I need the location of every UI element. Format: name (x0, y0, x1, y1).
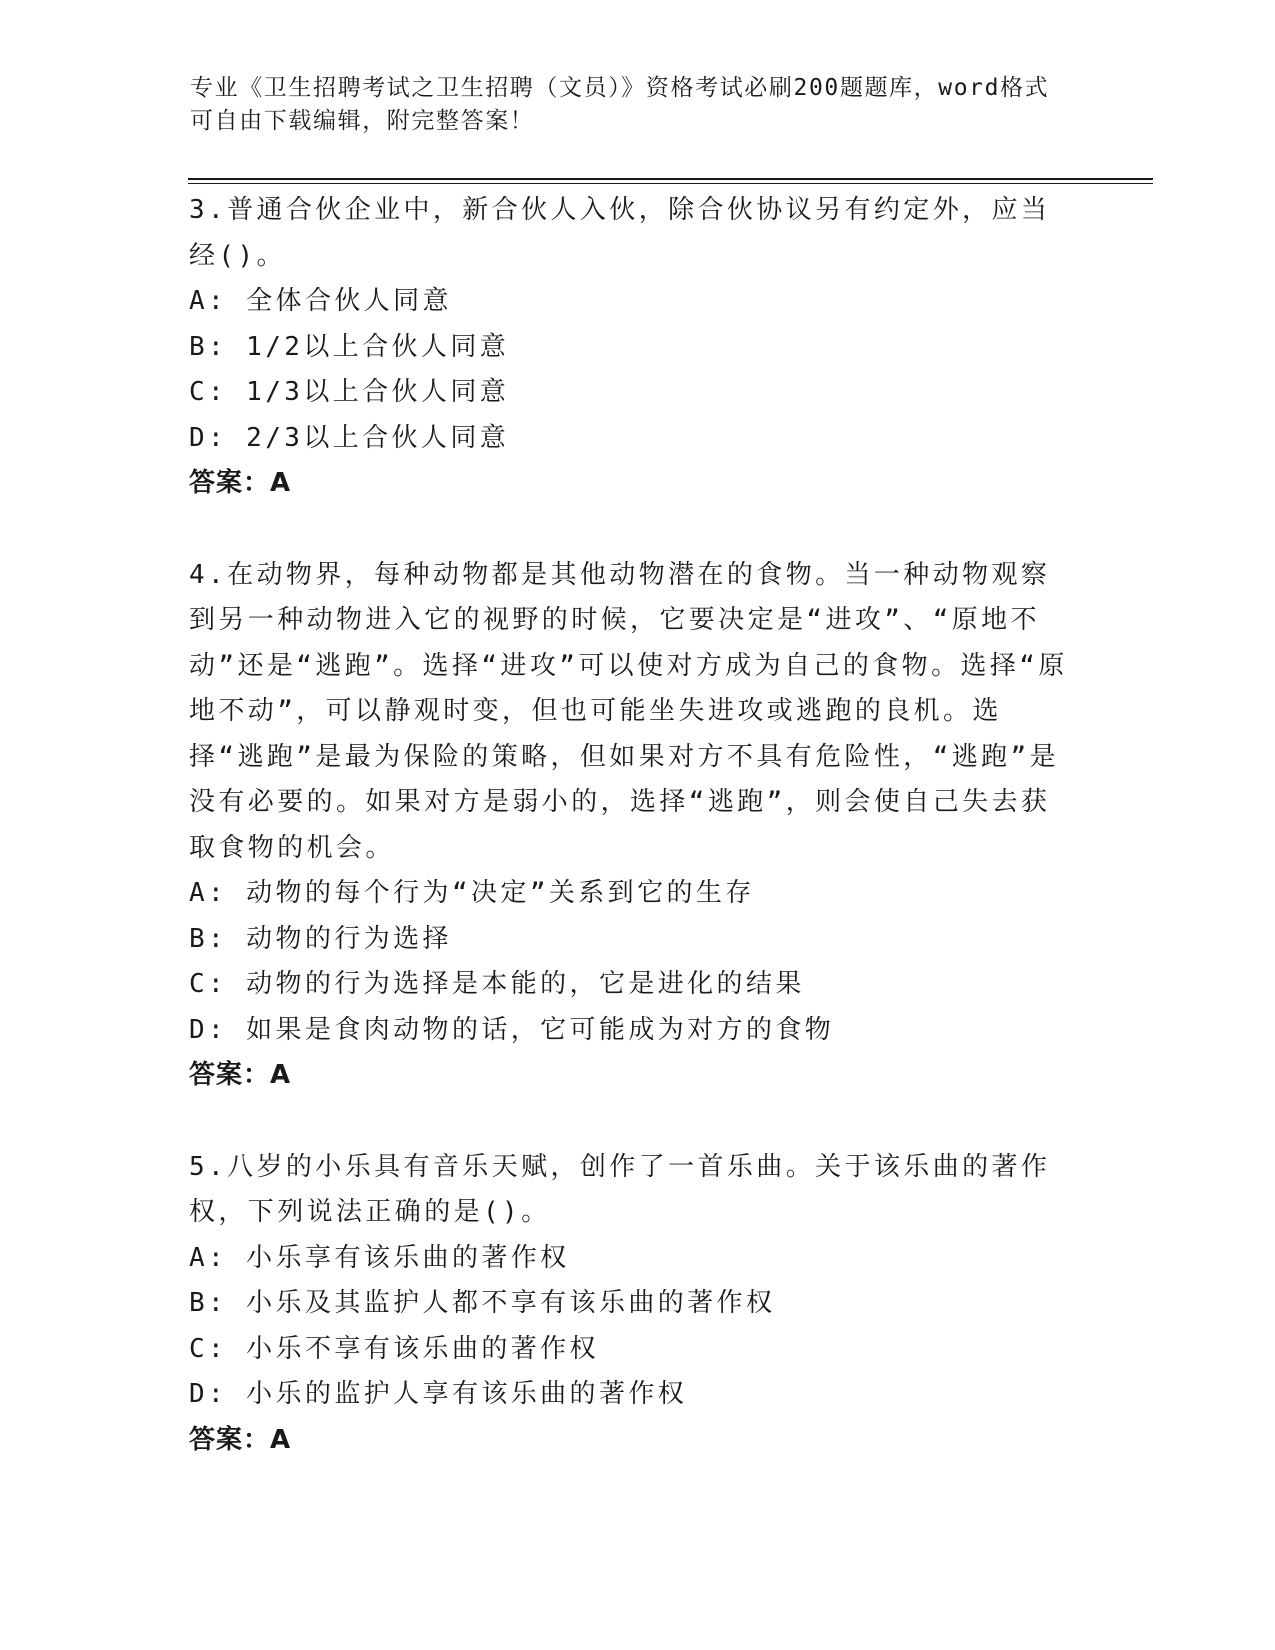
option-b: B: 动物的行为选择 (189, 923, 452, 954)
question-text: 3.普通合伙企业中，新合伙人入伙，除合伙协议另有约定外，应当经()。 (189, 195, 1051, 271)
question-text: 5.八岁的小乐具有音乐天赋，创作了一首乐曲。关于该乐曲的著作权，下列说法正确的是()。 (189, 1151, 1051, 1227)
option-a: A: 小乐享有该乐曲的著作权 (189, 1242, 570, 1273)
option-a: A: 全体合伙人同意 (189, 286, 452, 316)
header-line-2: 可自由下载编辑，附完整答案！ (190, 108, 535, 134)
question-list (189, 188, 1069, 1509)
header-divider-thick (188, 178, 1153, 180)
answer-label: 答案：A (189, 468, 292, 498)
option-d: D: 2/3以上合伙人同意 (189, 422, 510, 453)
option-b: B: 小乐及其监护人都不享有该乐曲的著作权 (189, 1288, 776, 1318)
option-d: D: 如果是食肉动物的话，它可能成为对方的食物 (189, 1014, 835, 1045)
question-5 (189, 1145, 1069, 1464)
header-line-1: 专业《卫生招聘考试之卫生招聘（文员）》资格考试必刷200题题库，word格式 (190, 75, 1050, 101)
option-d: D: 小乐的监护人享有该乐曲的著作权 (189, 1379, 688, 1409)
answer-label: 答案：A (189, 1424, 292, 1455)
option-c: C: 动物的行为选择是本能的，它是进化的结果 (189, 969, 805, 999)
header-divider-thin (188, 183, 1153, 184)
option-c: C: 1/3以上合伙人同意 (189, 377, 510, 407)
option-a: A: 动物的每个行为“决定”关系到它的生存 (189, 878, 755, 908)
question-4 (189, 553, 1069, 1099)
option-c: C: 小乐不享有该乐曲的著作权 (189, 1333, 599, 1364)
document-header (190, 72, 1070, 138)
option-b: B: 1/2以上合伙人同意 (189, 331, 510, 362)
answer-label: 答案：A (189, 1060, 292, 1090)
question-3 (189, 188, 1069, 507)
question-text: 4.在动物界，每种动物都是其他动物潜在的食物。当一种动物观察到另一种动物进入它的视野的时候，它要决定是“进攻”、“原地不动”还是“逃跑”。选择“进攻”可以使对方成为自己的食物。选择“原地不动”，可以静观时变，但也可能坐失进攻或逃跑的良机。选择“逃跑”是最为保险的策略，但如果对方不具有危险性，“逃跑”是没有必要的。如果对方是弱小的，选择“逃跑”，则会使自己失去获取食物的机会。 (189, 559, 1068, 863)
